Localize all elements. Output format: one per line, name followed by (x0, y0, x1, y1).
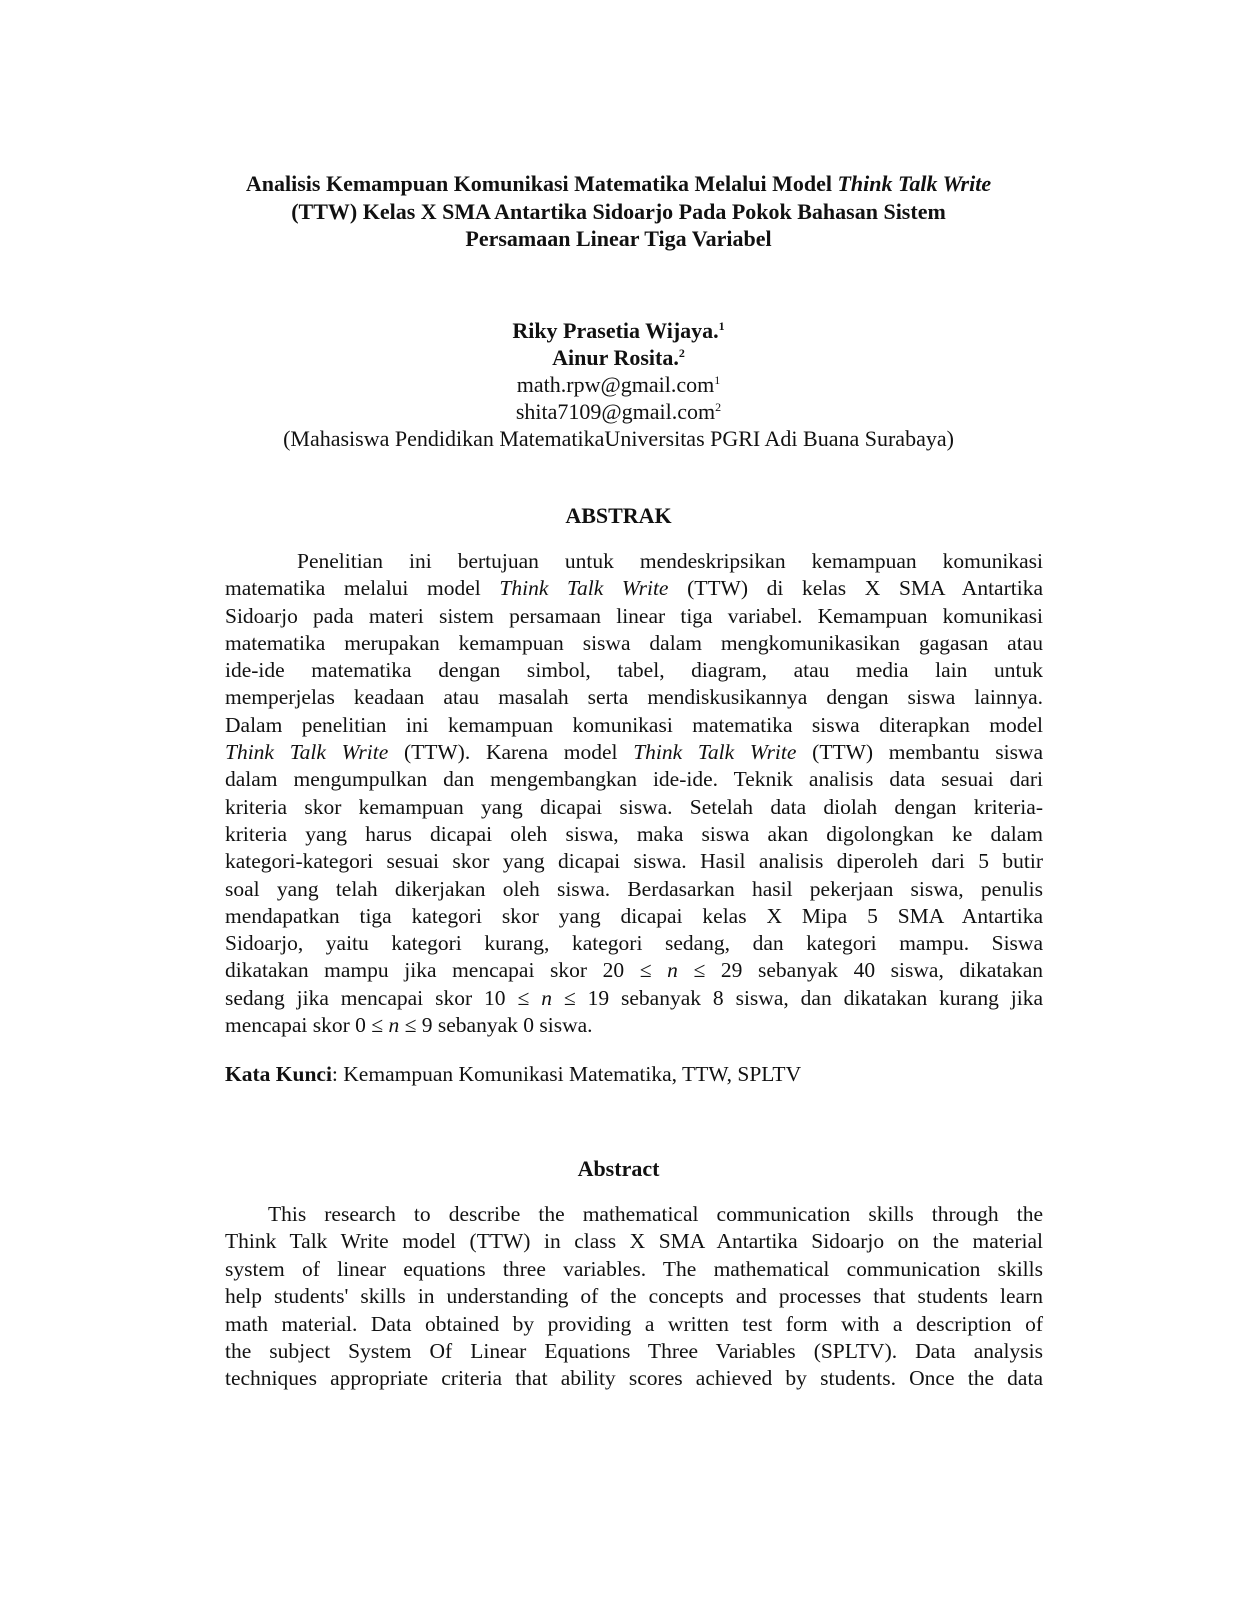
abstrak-line: Think Talk Write (TTW). Karena model Think Talk Write (TTW) membantu siswa (225, 740, 1043, 765)
abstrak-line: dikatakan mampu jika mencapai skor 20 ≤ n ≤ 29 sebanyak 40 siswa, dikatakan (225, 958, 1043, 983)
abstrak-line: kriteria yang harus dicapai oleh siswa, maka siswa akan digolongkan ke dalam (225, 821, 1043, 846)
abstract-heading: Abstract (577, 1156, 660, 1181)
author-1: Riky Prasetia Wijaya.$^1$ (512, 318, 725, 343)
abstrak-line: Sidoarjo, yaitu kategori kurang, kategori sedang, dan kategori mampu. Siswa (225, 931, 1043, 956)
abstract-line: the subject System Of Linear Equations Three Variables (SPLTV). Data analysis (225, 1339, 1043, 1364)
title-line-2: (TTW) Kelas X SMA Antartika Sidoarjo Pada Pokok Bahasan Sistem (291, 198, 946, 224)
title-italic-model: Think Talk Write (837, 171, 992, 196)
abstrak-line: Dalam penelitian ini kemampuan komunikasi matematika siswa diterapkan model (225, 712, 1043, 737)
abstrak-line: mencapai skor 0 ≤ n ≤ 9 sebanyak 0 siswa. (225, 1013, 593, 1038)
keywords (225, 1061, 801, 1088)
abstract-line: math material. Data obtained by providing a written test form with a description of (225, 1311, 1043, 1336)
author-affiliation: (Mahasiswa Pendidikan MatematikaUniversitas PGRI Adi Buana Surabaya) (283, 426, 954, 451)
abstrak-heading: ABSTRAK (565, 503, 672, 528)
author-email-2: shita7109@gmail.com$^2$ (515, 399, 722, 424)
paper-title (200, 170, 1037, 253)
abstract-line: techniques appropriate criteria that ability scores achieved by students. Once the data (225, 1366, 1043, 1391)
author-block (200, 317, 1037, 452)
abstrak-line: sedang jika mencapai skor 10 ≤ n ≤ 19 sebanyak 8 siswa, dan dikatakan kurang jika (225, 985, 1043, 1010)
title-line-3: Persamaan Linear Tiga Variabel (465, 226, 772, 251)
author-2: Ainur Rosita.$^2$ (552, 345, 685, 370)
abstract-line: system of linear equations three variables. The mathematical communication skills (225, 1256, 1043, 1281)
abstrak-line: ide-ide matematika dengan simbol, tabel, diagram, atau media lain untuk (225, 658, 1043, 683)
author-email-1: math.rpw@gmail.com$^1$ (516, 372, 721, 397)
abstrak-line: matematika merupakan kemampuan siswa dalam mengkomunikasikan gagasan atau (225, 630, 1043, 655)
abstrak-line: Sidoarjo pada materi sistem persamaan linear tiga variabel. Kemampuan komunikasi (225, 603, 1043, 628)
title-line-1: Analisis Kemampuan Komunikasi Matematika Melalui Model Think Talk Write (245, 171, 992, 196)
abstrak-line: kriteria skor kemampuan yang dicapai siswa. Setelah data diolah dengan kriteria- (225, 794, 1043, 819)
abstrak-line: Penelitian ini bertujuan untuk mendeskripsikan kemampuan komunikasi (297, 549, 1043, 573)
abstrak-line: mendapatkan tiga kategori skor yang dicapai kelas X Mipa 5 SMA Antartika (225, 903, 1043, 928)
abstract-body (225, 1201, 1043, 1393)
abstract-line: Think Talk Write model (TTW) in class X SMA Antartika Sidoarjo on the material (225, 1229, 1043, 1254)
keywords-label: Kata Kunci (225, 1062, 332, 1086)
abstrak-body (225, 548, 1043, 1039)
abstrak-line: dalam mengumpulkan dan mengembangkan ide-ide. Teknik analisis data sesuai dari (225, 767, 1043, 792)
abstrak-line: memperjelas keadaan atau masalah serta mendiskusikannya dengan siswa lainnya. (225, 685, 1043, 710)
abstrak-line: kategori-kategori sesuai skor yang dicapai siswa. Hasil analisis diperoleh dari 5 butir (225, 849, 1043, 874)
abstract-line: help students' skills in understanding of the concepts and processes that students learn (225, 1284, 1043, 1309)
abstract-line: This research to describe the mathematical communication skills through the (268, 1202, 1043, 1226)
abstrak-line: soal yang telah dikerjakan oleh siswa. Berdasarkan hasil pekerjaan siswa, penulis (225, 876, 1043, 901)
abstrak-line: matematika melalui model Think Talk Write (TTW) di kelas X SMA Antartika (225, 576, 1043, 601)
keywords-text: : Kemampuan Komunikasi Matematika, TTW, SPLTV (331, 1062, 802, 1086)
